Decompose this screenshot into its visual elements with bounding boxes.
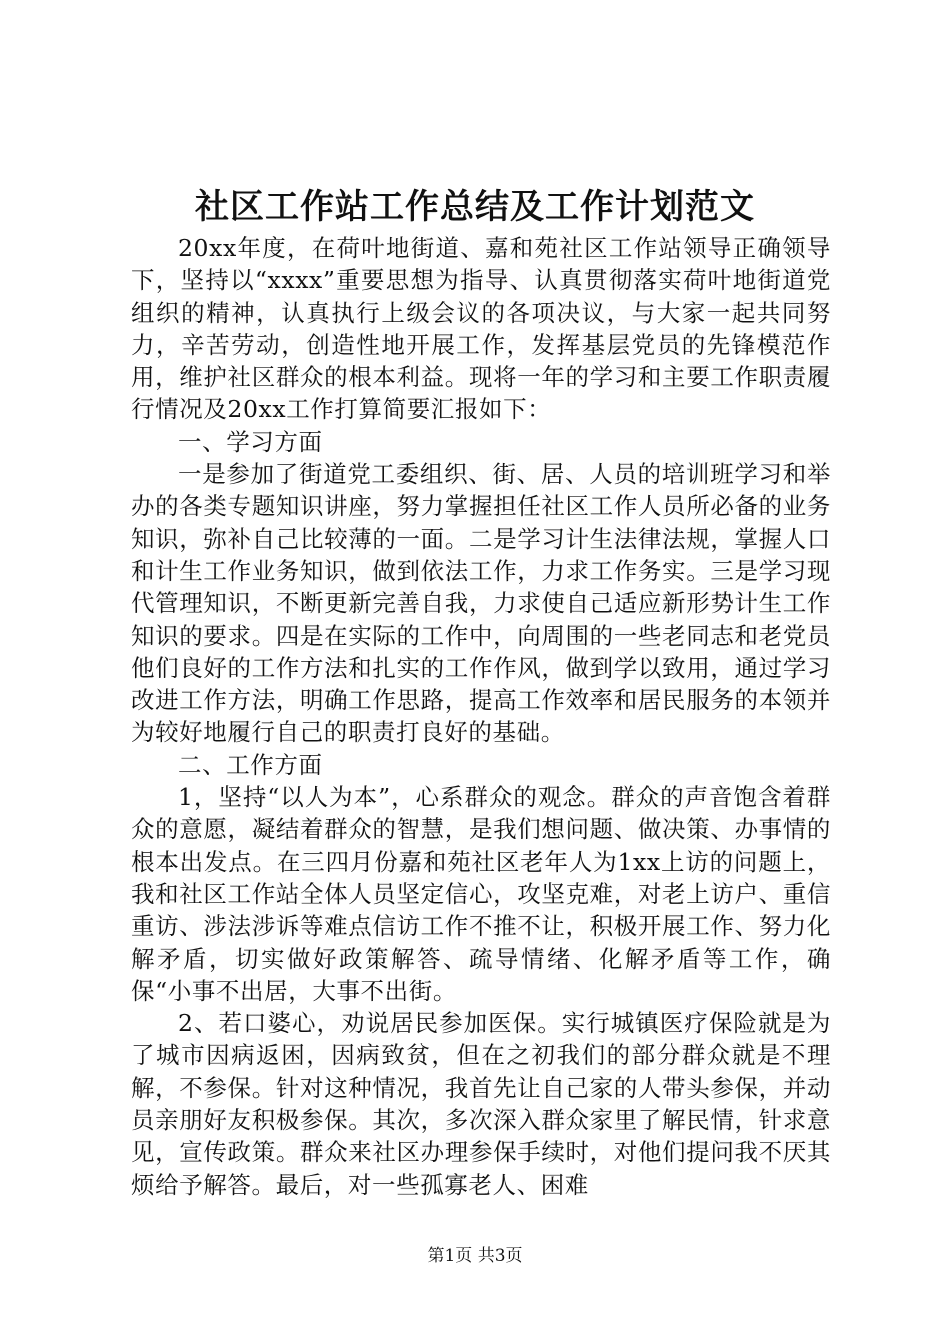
paragraph-intro: 20xx年度，在荷叶地街道、嘉和苑社区工作站领导正确领导下，坚持以“xxxx”重要思想为指导、认真贯彻落实荷叶地街道党组织的精神，认真执行上级会议的各项决议，与大家一起共同努力，辛苦劳动，创造性地开展工作，发挥基层党员的先锋模范作用，维护社区群众的根本利益。现将一年的学习和主要工作职责履行情况及20xx工作打算简要汇报如下： — [131, 234, 831, 424]
page-number-footer: 第1页 共3页 — [427, 1246, 523, 1266]
section-heading-study: 一、学习方面 — [178, 427, 323, 456]
paragraph-work-1: 1，坚持“以人为本”，心系群众的观念。群众的声音饱含着群众的意愿，凝结着群众的智慧，是我们想问题、做决策、办事情的根本出发点。在三四月份嘉和苑社区老年人为1xx上访的问题上，我和社区工作站全体人员坚定信心，攻坚克难，对老上访户、重信重访、涉法涉诉等难点信访工作不推不让，积极开展工作、努力化解矛盾，切实做好政策解答、疏导情绪、化解矛盾等工作，确保“小事不出居，大事不出街。 — [131, 783, 831, 1005]
document-body — [131, 232, 831, 1201]
document-title: 社区工作站工作总结及工作计划范文 — [195, 187, 755, 227]
paragraph-work-2: 2、若口婆心，劝说居民参加医保。实行城镇医疗保险就是为了城市因病返困，因病致贫，但在之初我们的部分群众就是不理解，不参保。针对这种情况，我首先让自己家的人带头参保，并动员亲朋好友积极参保。其次，多次深入群众家里了解民情，针求意见，宣传政策。群众来社区办理参保手续时，对他们提问我不厌其烦给予解答。最后，对一些孤寡老人、困难 — [131, 1009, 831, 1199]
paragraph-study: 一是参加了街道党工委组织、街、居、人员的培训班学习和举办的各类专题知识讲座，努力掌握担任社区工作人员所必备的业务知识，弥补自己比较薄的一面。二是学习计生法律法规，掌握人口和计生工作业务知识，做到依法工作，力求工作务实。三是学习现代管理知识，不断更新完善自我，力求使自己适应新形势计生工作知识的要求。四是在实际的工作中，向周围的一些老同志和老党员他们良好的工作方法和扎实的工作作风，做到学以致用，通过学习改进工作方法，明确工作思路，提高工作效率和居民服务的本领并为较好地履行自己的职责打良好的基础。 — [131, 460, 831, 747]
section-heading-work: 二、工作方面 — [178, 750, 323, 779]
